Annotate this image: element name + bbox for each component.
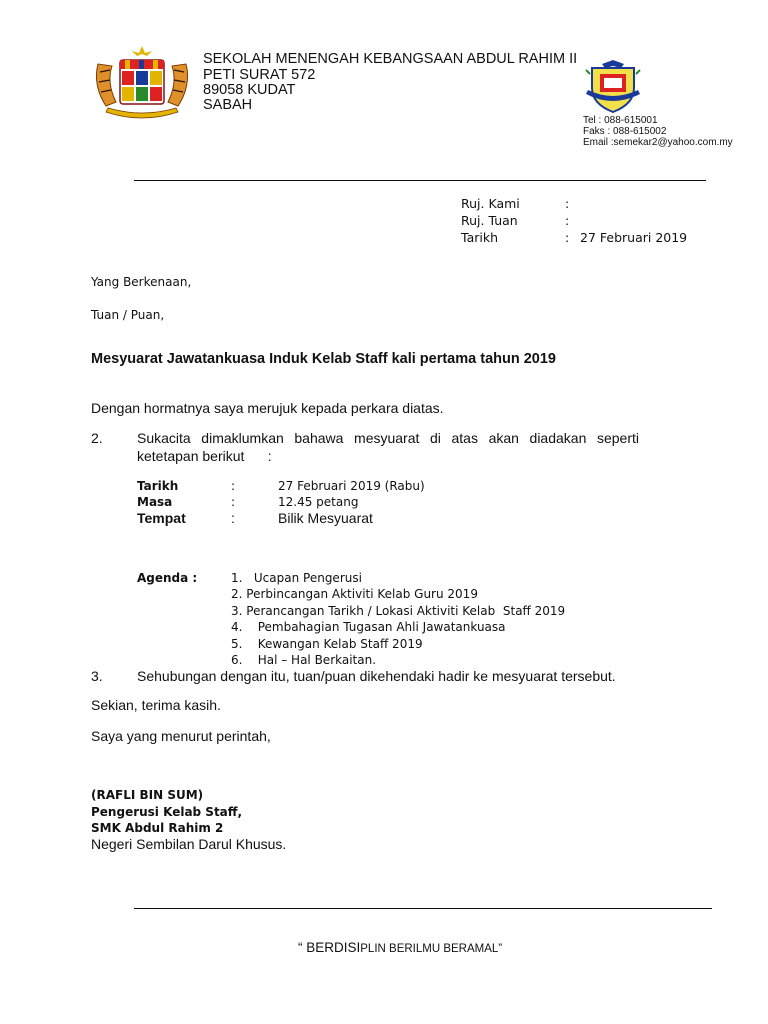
para-number: 2. — [91, 430, 103, 446]
para2-line: ketetapan berikut : — [137, 448, 272, 464]
footer-divider — [134, 908, 712, 909]
ref-date-label: Tarikh — [461, 230, 498, 245]
ref-kami-colon: : — [565, 196, 570, 211]
detail-value: Bilik Mesyuarat — [278, 510, 373, 526]
agenda-item: 3. Perancangan Tarikh / Lokasi Aktiviti Kelab Staff 2019 — [231, 604, 566, 618]
address-line: PETI SURAT 572 — [203, 67, 316, 83]
signatory-school: SMK Abdul Rahim 2 — [91, 821, 224, 835]
ref-date-value: 27 Februari 2019 — [580, 230, 688, 245]
agenda-item: 6. Hal – Hal Berkaitan. — [231, 653, 377, 667]
agenda-item: 5. Kewangan Kelab Staff 2019 — [231, 637, 423, 651]
para-number: 3. — [91, 668, 103, 684]
motto-part: PLIN BERILMU BERAMAL” — [360, 943, 503, 955]
closing-phrase: Saya yang menurut perintah, — [91, 728, 271, 744]
detail-colon: : — [231, 479, 236, 493]
ref-tuan-colon: : — [565, 213, 570, 228]
ref-tuan-label: Ruj. Tuan — [461, 213, 518, 228]
salutation-recipient: Yang Berkenaan, — [91, 275, 192, 289]
detail-value: 12.45 petang — [278, 495, 359, 509]
agenda-item: 2. Perbincangan Aktiviti Kelab Guru 2019 — [231, 587, 478, 601]
closing-thanks: Sekian, terima kasih. — [91, 697, 221, 713]
detail-label: Tempat — [137, 510, 186, 526]
school-logo — [584, 58, 642, 114]
detail-colon: : — [231, 510, 235, 526]
para3-text: Sehubungan dengan itu, tuan/puan dikehendaki hadir ke mesyuarat tersebut. — [137, 668, 616, 684]
address-line: 89058 KUDAT — [203, 82, 296, 98]
salutation-greeting: Tuan / Puan, — [91, 308, 165, 322]
intro-paragraph: Dengan hormatnya saya merujuk kepada perkara diatas. — [91, 400, 444, 416]
signatory-name: (RAFLI BIN SUM) — [91, 788, 204, 802]
ref-kami-label: Ruj. Kami — [461, 196, 520, 211]
agenda-item: 1. Ucapan Pengerusi — [231, 571, 362, 585]
agenda-item: 4. Pembahagian Tugasan Ahli Jawatankuasa — [231, 620, 506, 634]
email: Email :semekar2@yahoo.com.my — [583, 137, 733, 148]
detail-value: 27 Februari 2019 (Rabu) — [278, 479, 425, 493]
school-name: SEKOLAH MENENGAH KEBANGSAAN ABDUL RAHIM II — [203, 51, 578, 67]
ref-date-colon: : — [565, 230, 570, 245]
school-motto — [298, 939, 502, 957]
letter-subject: Mesyuarat Jawatankuasa Induk Kelab Staff kali pertama tahun 2019 — [91, 351, 556, 367]
address-line: SABAH — [203, 97, 253, 113]
motto-part: “ BERDISI — [298, 940, 361, 955]
telephone: Tel : 088-615001 — [583, 115, 658, 126]
detail-colon: : — [231, 495, 236, 509]
signatory-title: Pengerusi Kelab Staff, — [91, 805, 243, 819]
header-divider — [134, 180, 706, 181]
coat-of-arms-logo — [92, 44, 192, 124]
fax: Faks : 088-615002 — [583, 126, 667, 137]
signatory-state: Negeri Sembilan Darul Khusus. — [91, 836, 287, 852]
detail-label: Masa — [137, 495, 173, 509]
detail-label: Tarikh — [137, 479, 179, 493]
agenda-label: Agenda : — [137, 571, 198, 585]
para2-line: Sukacita dimaklumkan bahawa mesyuarat di atas akan diadakan seperti — [137, 430, 639, 446]
